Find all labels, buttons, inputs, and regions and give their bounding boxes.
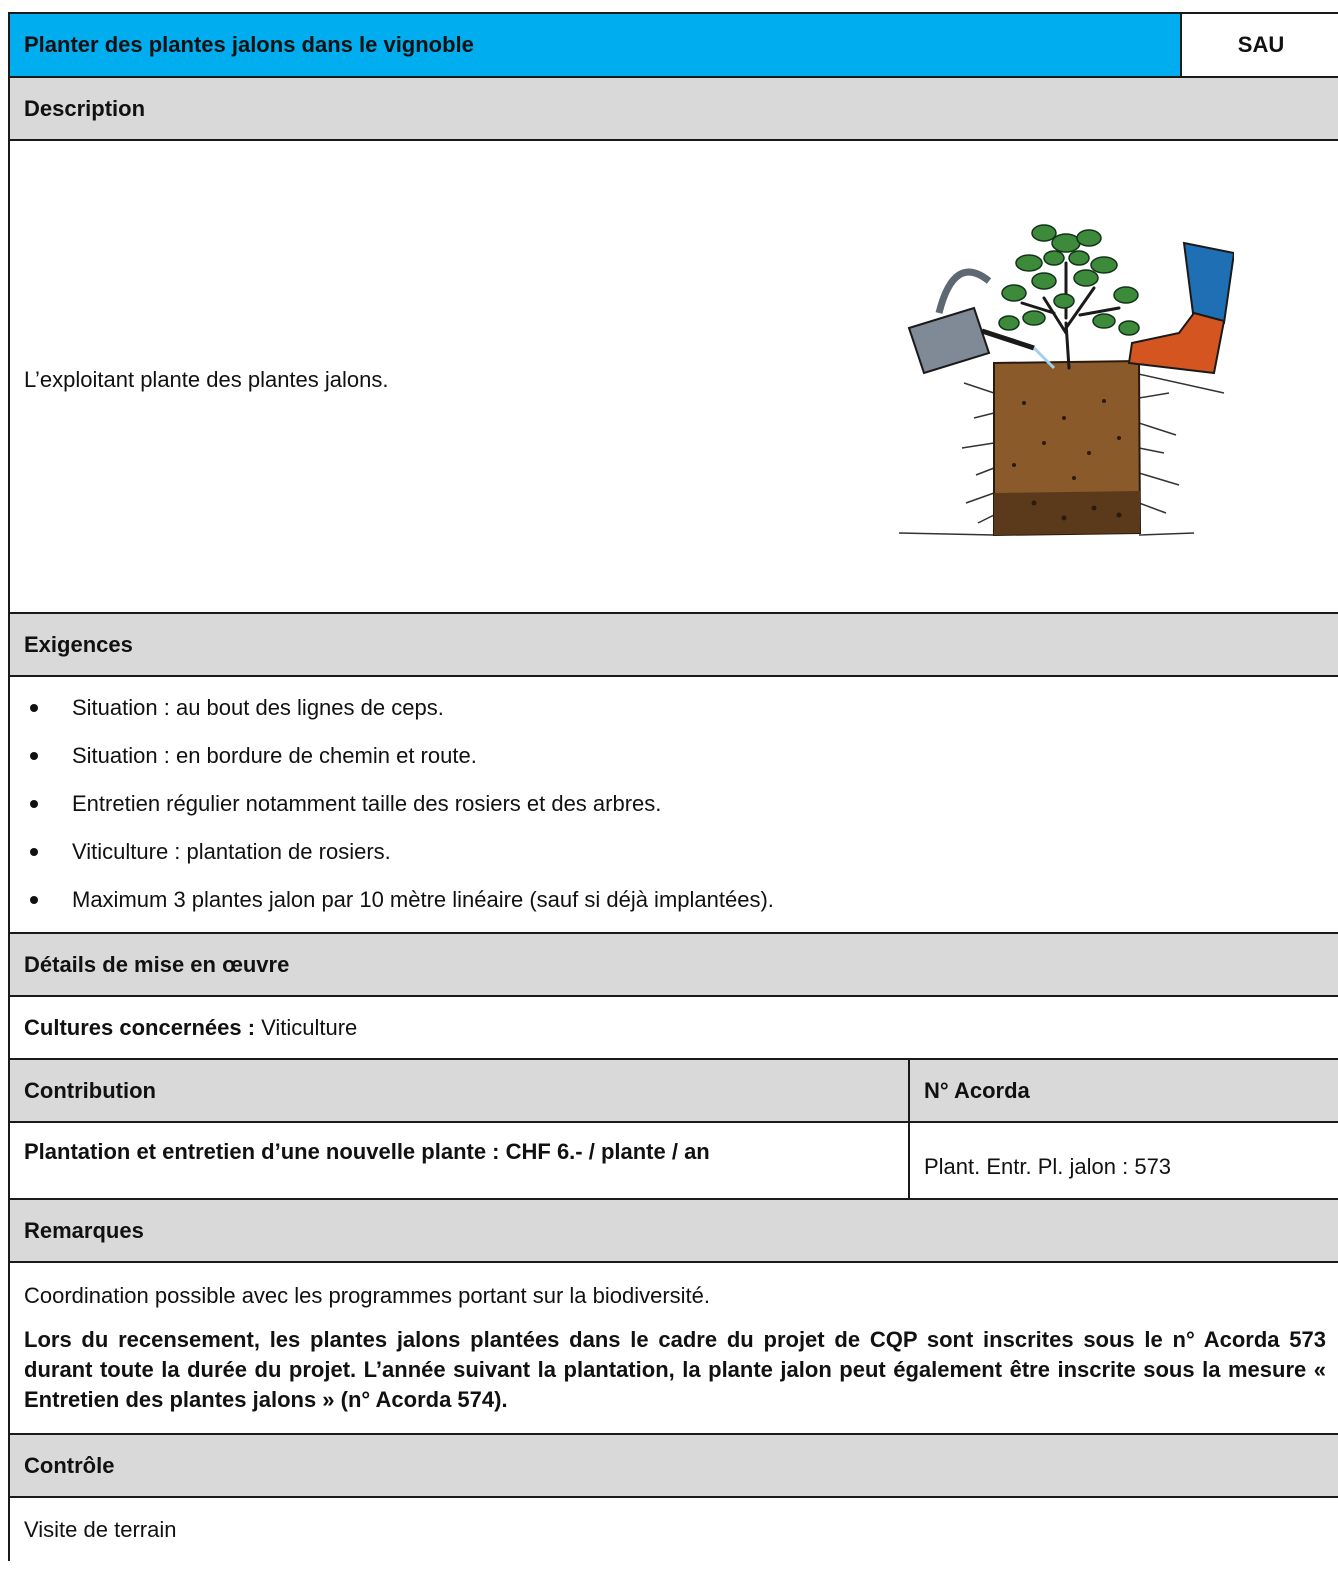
remarques-section (10, 1263, 1338, 1435)
controle-heading: Contrôle (10, 1435, 1338, 1498)
page-title: Planter des plantes jalons dans le vignoble (10, 14, 1182, 76)
list-item: Viticulture : plantation de rosiers. (10, 835, 1338, 883)
acorda-heading: N° Acorda (924, 1077, 1030, 1103)
cultures-row (10, 997, 1338, 1060)
cultures-value: Viticulture (261, 1014, 358, 1040)
list-item: Situation : au bout des lignes de ceps. (10, 691, 1338, 739)
exigences-heading: Exigences (10, 614, 1338, 677)
list-item: Entretien régulier notamment taille des rosiers et des arbres. (10, 787, 1338, 835)
exigences-section (10, 677, 1338, 934)
description-section (10, 141, 1338, 614)
remark-paragraph: Coordination possible avec les programmes portant sur la biodiversité. (24, 1283, 711, 1308)
planting-illustration (894, 203, 1234, 543)
contribution-text: Plantation et entretien d’une nouvelle plante : CHF 6.- / plante / an (10, 1123, 910, 1198)
details-heading: Détails de mise en œuvre (10, 934, 1338, 997)
cultures-label: Cultures concernées : (24, 1014, 256, 1040)
contribution-header-row (10, 1060, 1338, 1123)
description-heading: Description (10, 78, 1338, 141)
list-item: Maximum 3 plantes jalon par 10 mètre linéaire (sauf si déjà implantées). (10, 883, 1338, 931)
measure-sheet (8, 12, 1338, 1561)
contribution-heading: Contribution (10, 1060, 910, 1121)
contribution-row (10, 1123, 1338, 1200)
list-item: Situation : en bordure de chemin et route. (10, 739, 1338, 787)
title-bar (10, 14, 1338, 78)
acorda-value: Plant. Entr. Pl. jalon : 573 (924, 1154, 1172, 1179)
area-code: SAU (1182, 14, 1338, 76)
controle-text: Visite de terrain (10, 1498, 1338, 1561)
remarques-heading: Remarques (10, 1200, 1338, 1263)
requirements-list (10, 691, 1338, 931)
description-text: L’exploitant plante des plantes jalons. (24, 367, 389, 392)
remark-bold-paragraph: Lors du recensement, les plantes jalons plantées dans le cadre du projet de CQP sont inscrites sous le n° Acorda 573 durant toute la durée du projet. L’année suivant la plantation, la plante jalon peut également être inscrite sous la mesure « Entretien des plantes jalons » (n° Acorda 574). (24, 1327, 1326, 1412)
